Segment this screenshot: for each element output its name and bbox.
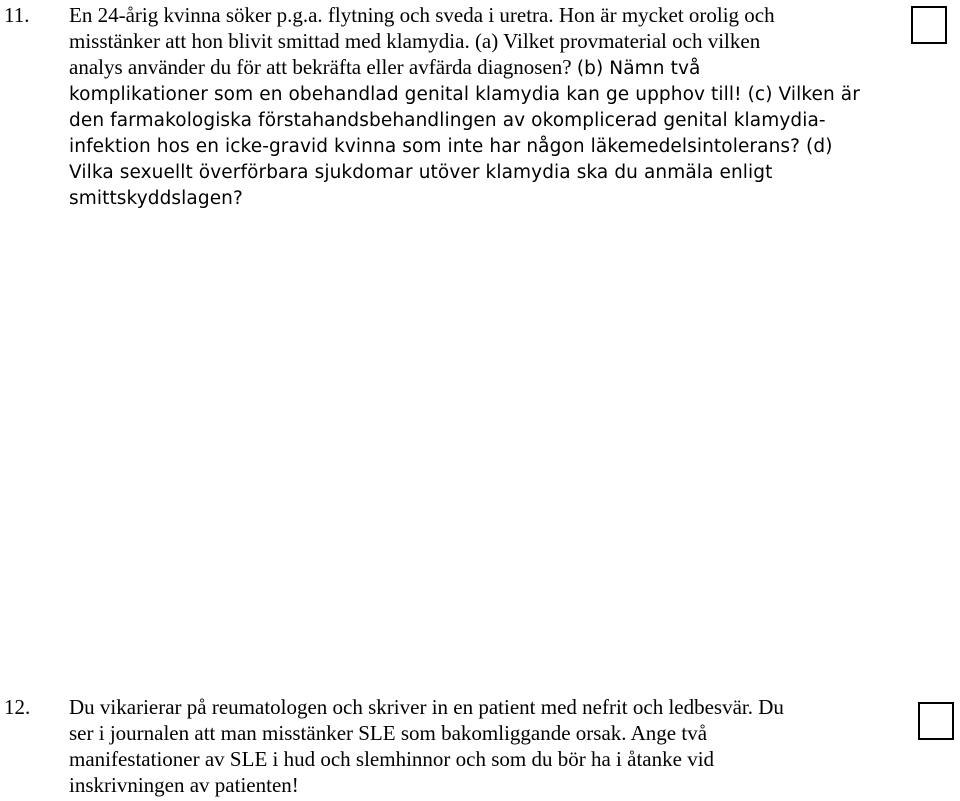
question-line: En 24-årig kvinna söker p.g.a. flytning och sveda i uretra. Hon är mycket orolig och [69, 3, 775, 27]
question-number: 12. [4, 695, 31, 719]
question-text [69, 694, 784, 798]
question-number: 11. [4, 3, 30, 27]
question-line: inskrivningen av patienten! [69, 773, 299, 797]
question-line: Vilka sexuellt överförbara sjukdomar utöver klamydia ska du anmäla enligt [69, 162, 773, 183]
question-line: komplikationer som en obehandlad genital klamydia kan ge upphov till! (c) Vilken är [69, 84, 860, 105]
question-text [69, 2, 860, 212]
question-line: infektion hos en icke-gravid kvinna som inte har någon läkemedelsintolerans? (d) [69, 136, 833, 157]
question-line: misstänker att hon blivit smittad med klamydia. (a) Vilket provmaterial och vilken [69, 29, 761, 53]
answer-checkbox-11[interactable] [911, 6, 947, 44]
answer-checkbox-12[interactable] [918, 702, 954, 740]
question-line-segment: analys använder du för att bekräfta eller avfärda diagnosen? [69, 55, 577, 79]
question-line-segment: (b) Nämn två [576, 58, 701, 79]
question-line: den farmakologiska förstahandsbehandlingen av okomplicerad genital klamydia- [69, 110, 826, 131]
question-line: smittskyddslagen? [69, 188, 243, 209]
question-line: manifestationer av SLE i hud och slemhinnor och som du bör ha i åtanke vid [69, 747, 715, 771]
question-line [69, 54, 860, 82]
question-line: ser i journalen att man misstänker SLE som bakomliggande orsak. Ange två [69, 721, 708, 745]
question-line: Du vikarierar på reumatologen och skriver in en patient med nefrit och ledbesvär. Du [69, 695, 784, 719]
